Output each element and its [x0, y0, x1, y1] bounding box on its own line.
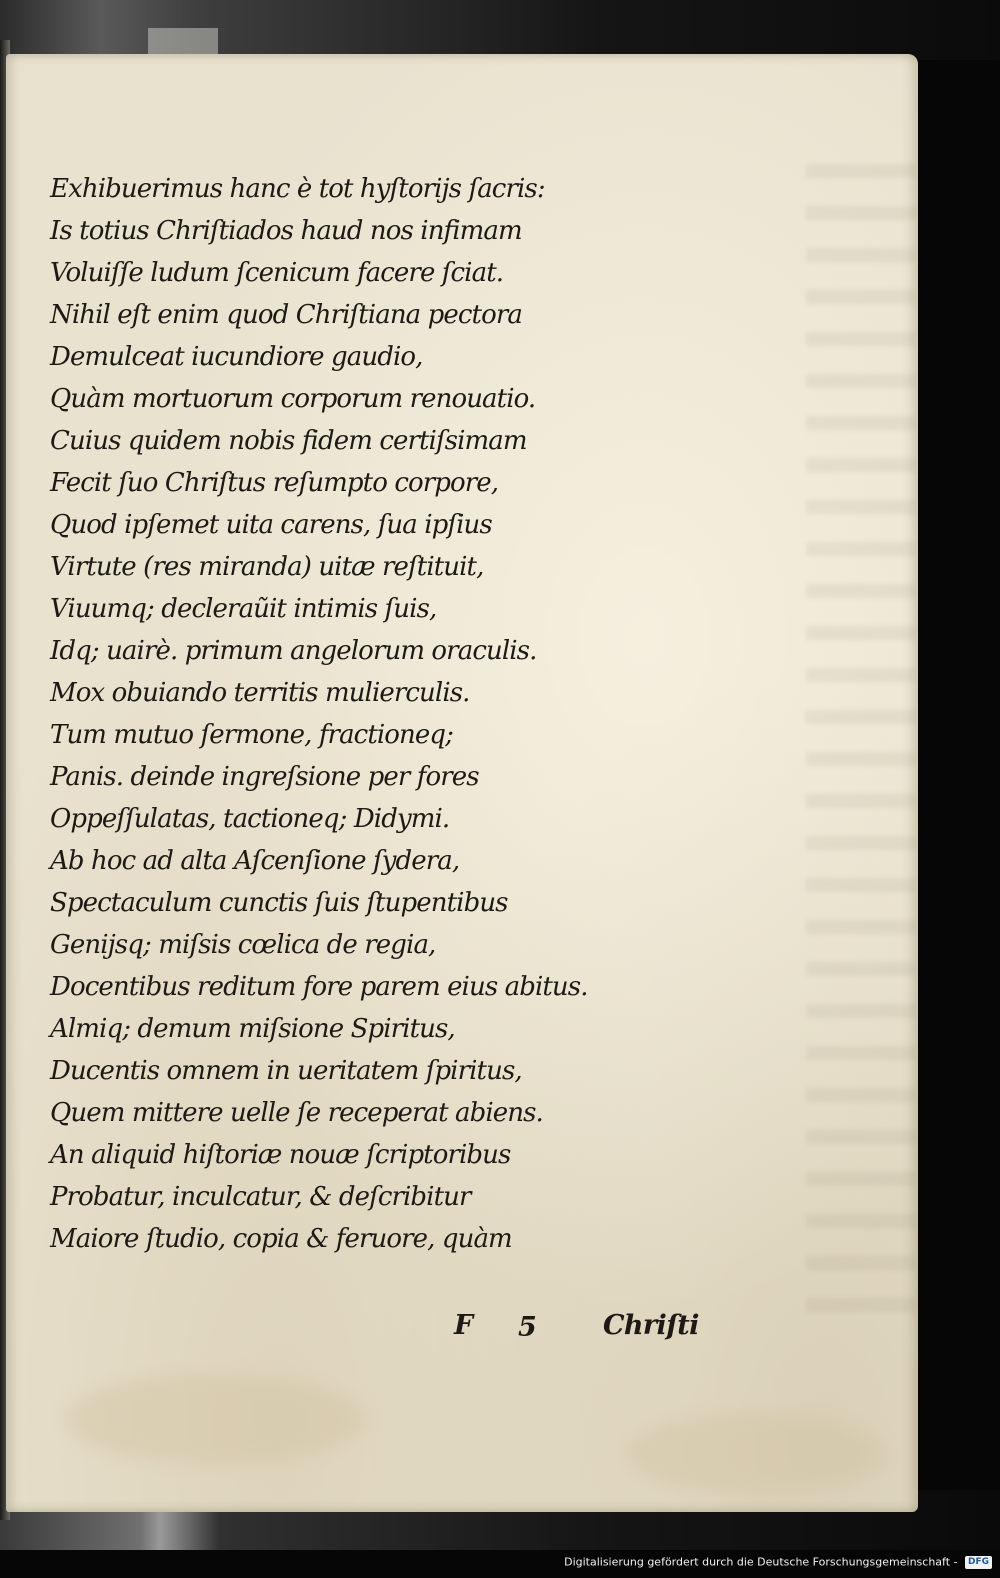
verse-line: Quod ipſemet uita carens, ſua ipſius	[50, 510, 492, 540]
verse-line: Panis. deinde ingreſsione per fores	[50, 762, 479, 792]
verse-line: Spectaculum cunctis ſuis ſtupentibus	[50, 888, 508, 918]
verse-line: Quàm mortuorum corporum renouatio.	[50, 384, 536, 414]
verse-line: Probatur, inculcatur, & deſcribitur	[50, 1182, 471, 1212]
paper-stain	[626, 1414, 886, 1494]
paper-stain	[66, 1374, 366, 1464]
verse-text-block	[50, 168, 650, 1260]
verse-line: Viuumq; decleraũit intimis ſuis,	[50, 594, 437, 624]
verse-line: Fecit ſuo Chriſtus reſumpto corpore,	[50, 468, 499, 498]
verse-line: Genijsq; miſsis cœlica de regia,	[50, 930, 436, 960]
verse-line: Mox obuiando territis mulierculis.	[50, 678, 470, 708]
verse-line: Idq; uairè. primum angelorum oraculis.	[50, 636, 537, 666]
verse-line: Exhibuerimus hanc è tot hyſtorijs ſacris:	[50, 174, 545, 204]
verse-line: An aliquid hiſtoriæ nouæ ſcriptoribus	[50, 1140, 511, 1170]
show-through-text	[806, 164, 916, 1314]
verse-line: Virtute (res miranda) uitæ reſtituit,	[50, 552, 484, 582]
verse-line: Ab hoc ad alta Aſcenſione ſydera,	[50, 846, 460, 876]
verse-line: Maiore ſtudio, copia & feruore, quàm	[50, 1224, 512, 1254]
page-footer	[6, 1302, 918, 1352]
verse-line: Quem mittere uelle ſe receperat abiens.	[50, 1098, 543, 1128]
signature-number: 5	[518, 1312, 537, 1343]
verse-line: Oppeſſulatas, tactioneq; Didymi.	[50, 804, 450, 834]
verse-line: Demulceat iucundiore gaudio,	[50, 342, 423, 372]
verse-line: Docentibus reditum fore parem eius abitus.	[50, 972, 588, 1002]
book-page	[6, 54, 918, 1512]
credit-text: Digitalisierung gefördert durch die Deutsche Forschungsgemeinschaft -	[564, 1555, 958, 1569]
dfg-logo: DFG	[965, 1556, 992, 1569]
digitization-credit	[564, 1555, 992, 1569]
verse-line: Is totius Chriſtiados haud nos infimam	[50, 216, 522, 246]
signature-mark: F	[454, 1310, 474, 1341]
verse-line: Tum mutuo ſermone, fractioneq;	[50, 720, 453, 750]
catchword: Chriſti	[603, 1310, 699, 1341]
verse-line: Voluiſſe ludum ſcenicum facere ſciat.	[50, 258, 504, 288]
verse-line: Cuius quidem nobis fidem certiſsimam	[50, 426, 527, 456]
verse-line: Almiq; demum miſsione Spiritus,	[50, 1014, 455, 1044]
verse-line: Ducentis omnem in ueritatem ſpiritus,	[50, 1056, 522, 1086]
verse-line: Nihil eſt enim quod Chriſtiana pectora	[50, 300, 522, 330]
